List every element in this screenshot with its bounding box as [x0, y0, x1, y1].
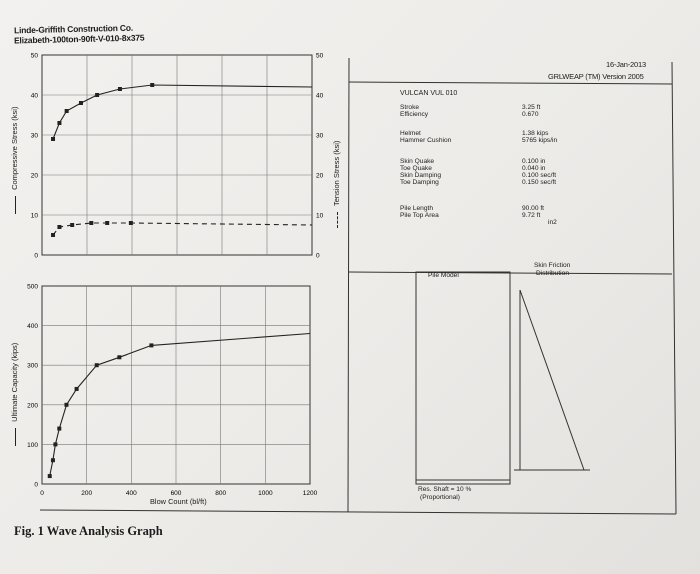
- data-point: [51, 458, 55, 462]
- y2-tick-label: 0: [316, 252, 320, 260]
- frame-top-right: [349, 82, 672, 84]
- job-title: Elizabeth-100ton-90ft-V-010-8x375: [13, 32, 145, 46]
- data-point: [51, 233, 55, 237]
- frame-right-border: [672, 62, 676, 514]
- data-point: [51, 137, 55, 141]
- param-label: Efficiency: [400, 111, 429, 118]
- param-value: 90.00 ft: [522, 205, 544, 212]
- x-tick-label: 400: [125, 490, 137, 497]
- y2-tick-label: 20: [316, 172, 324, 180]
- data-point: [57, 225, 61, 229]
- y-tick-label: 20: [30, 172, 38, 180]
- data-point: [117, 355, 121, 359]
- pile-model-label: Pile Model: [428, 272, 459, 279]
- y-tick-label: 0: [34, 252, 38, 260]
- param-value: 0.040 in: [522, 165, 546, 172]
- param-value: 9.72 ft: [522, 212, 541, 219]
- hammer-name: VULCAN VUL 010: [400, 90, 458, 97]
- y-tick-label: 200: [27, 402, 38, 410]
- skin-friction-label: Skin Friction: [534, 262, 571, 269]
- data-point: [70, 223, 74, 227]
- param-value: 5765 kips/in: [522, 137, 558, 144]
- tension-stress-label: Tension Stress (ksi): [332, 140, 341, 207]
- y-tick-label: 10: [30, 212, 38, 220]
- param-label: Skin Damping: [400, 172, 442, 179]
- data-point: [95, 363, 99, 367]
- data-point: [57, 121, 61, 125]
- data-point: [105, 221, 109, 225]
- data-point: [53, 442, 57, 446]
- param-value: 3.25 ft: [522, 104, 541, 111]
- param-label: Stroke: [400, 104, 420, 111]
- compressive-stress-axis-label: [10, 107, 19, 214]
- tension-stress-axis-label: [332, 141, 341, 228]
- param-value: 0.100 sec/ft: [522, 172, 557, 179]
- data-point: [149, 343, 153, 347]
- data-point: [57, 427, 61, 431]
- y-tick-label: 0: [34, 481, 38, 489]
- report-date: 16-Jan-2013: [606, 60, 646, 69]
- param-label: Toe Quake: [400, 165, 432, 172]
- data-point: [150, 83, 154, 87]
- x-tick-label: 800: [215, 490, 227, 497]
- data-point: [118, 87, 122, 91]
- x-tick-label: 0: [40, 490, 44, 497]
- y-tick-label: 100: [27, 441, 38, 449]
- pile-model-box: [416, 272, 510, 484]
- param-label: Skin Quake: [400, 158, 435, 165]
- compressive-stress-legend-line: [15, 196, 16, 214]
- data-point: [129, 221, 133, 225]
- param-label: Pile Top Area: [400, 212, 439, 219]
- proportional-label: (Proportional): [420, 494, 460, 501]
- figure-caption: Fig. 1 Wave Analysis Graph: [14, 524, 163, 538]
- y-tick-label: 40: [30, 92, 38, 100]
- ultimate-capacity-label: Ultimate Capacity (kips): [10, 342, 19, 422]
- param-label: Hammer Cushion: [400, 137, 452, 144]
- series-line: [53, 85, 312, 139]
- ultimate-capacity-legend-line: [15, 428, 16, 446]
- ultimate-capacity-axis-label: [10, 343, 19, 446]
- software-version: GRLWEAP (TM) Version 2005: [548, 72, 644, 81]
- skin-friction-distribution-shape: [520, 290, 584, 470]
- y2-tick-label: 10: [316, 212, 324, 220]
- x-tick-label: 200: [81, 490, 93, 497]
- param-label: Pile Length: [400, 205, 433, 212]
- x-tick-label: 1200: [302, 490, 318, 497]
- y-tick-label: 500: [27, 283, 38, 291]
- compressive-stress-label: Compressive Stress (ksi): [10, 106, 19, 190]
- company-name: Linde-Griffith Construction Co.: [13, 22, 134, 36]
- param-value: 0.670: [522, 111, 539, 118]
- data-point: [75, 387, 79, 391]
- param-label: Toe Damping: [400, 179, 439, 186]
- y-tick-label: 30: [30, 132, 38, 140]
- x-tick-label: 600: [170, 490, 182, 497]
- data-point: [95, 93, 99, 97]
- data-point: [89, 221, 93, 225]
- param-value: 1.38 kips: [522, 130, 549, 137]
- frame-divider: [348, 58, 349, 512]
- y2-tick-label: 30: [316, 132, 324, 140]
- data-point: [48, 474, 52, 478]
- data-point: [79, 101, 83, 105]
- data-point: [64, 403, 68, 407]
- param-value: 0.150 sec/ft: [522, 179, 557, 186]
- frame-bottom: [40, 510, 676, 514]
- y-tick-label: 400: [27, 323, 38, 331]
- y2-tick-label: 50: [316, 52, 324, 60]
- y-tick-label: 300: [27, 362, 38, 370]
- res-shaft-label: Res. Shaft = 10 %: [418, 486, 472, 493]
- param-value: in2: [548, 219, 557, 226]
- x-tick-label: 1000: [258, 490, 273, 497]
- data-point: [65, 109, 69, 113]
- param-value: 0.100 in: [522, 158, 546, 165]
- param-label: Helmet: [400, 130, 421, 137]
- tension-stress-legend-line: [337, 212, 338, 228]
- y2-tick-label: 40: [316, 92, 324, 100]
- y-tick-label: 50: [30, 52, 38, 60]
- distribution-label: Distribution: [536, 270, 569, 277]
- blow-count-axis-label: Blow Count (bl/ft): [150, 497, 207, 506]
